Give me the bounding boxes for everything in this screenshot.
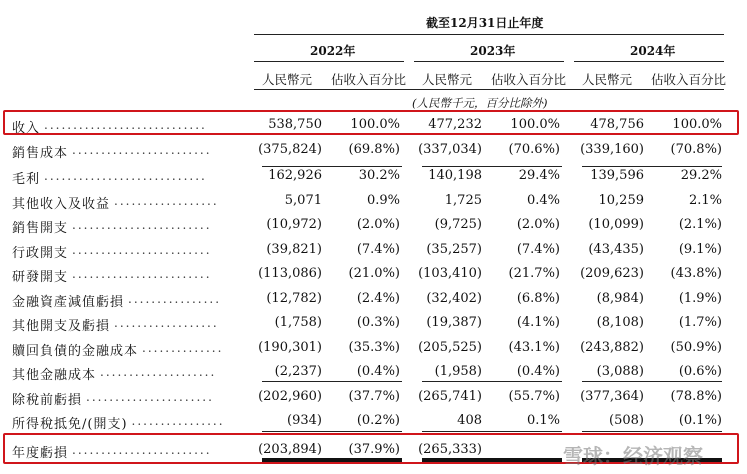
subtotal-rule bbox=[262, 381, 402, 382]
amount-cell: (190,301) bbox=[258, 340, 322, 355]
year-2023: 2023年 bbox=[470, 44, 516, 58]
amount-cell: (243,882) bbox=[580, 340, 644, 355]
dot-leader: ................ bbox=[131, 414, 225, 428]
year-rule-2023 bbox=[414, 61, 564, 62]
amount-cell: (39,821) bbox=[266, 242, 322, 257]
row-label: 所得稅抵免/(開支) bbox=[12, 417, 128, 432]
percent-cell: (0.6%) bbox=[678, 364, 722, 379]
amount-cell: (9,725) bbox=[434, 217, 482, 232]
percent-cell: (4.1%) bbox=[516, 315, 560, 330]
amount-cell: 538,750 bbox=[268, 117, 322, 132]
year-2024: 2024年 bbox=[630, 44, 676, 58]
amount-cell: (508) bbox=[609, 413, 644, 428]
subtotal-rule bbox=[582, 431, 722, 432]
row-label: 研發開支 bbox=[12, 270, 69, 285]
percent-cell: 2.1% bbox=[688, 193, 722, 208]
percent-cell: (50.9%) bbox=[670, 340, 722, 355]
dot-leader: .................. bbox=[114, 316, 219, 330]
dot-leader: ................ bbox=[128, 292, 222, 306]
col-header: 佔收入百分比 bbox=[491, 72, 567, 87]
subtotal-rule bbox=[422, 166, 562, 167]
amount-cell: 140,198 bbox=[428, 168, 482, 183]
dot-leader: .................. bbox=[114, 194, 219, 208]
row-label: 收入 bbox=[12, 121, 41, 136]
col-header: 人民幣元 bbox=[262, 72, 313, 87]
percent-cell: 30.2% bbox=[358, 168, 400, 183]
dot-leader: ........................ bbox=[72, 218, 212, 232]
col-header: 人民幣元 bbox=[582, 72, 633, 87]
dot-leader: .................... bbox=[100, 365, 217, 379]
row-label: 銷售開支 bbox=[12, 221, 69, 236]
amount-cell: 1,725 bbox=[444, 193, 482, 208]
period-title: 截至12月31日止年度 bbox=[426, 16, 544, 30]
unit-note: (人民幣千元，百分比除外) bbox=[412, 96, 548, 110]
colhdr-rule bbox=[254, 89, 724, 90]
amount-cell: (10,099) bbox=[588, 217, 644, 232]
amount-cell: (265,333) bbox=[418, 442, 482, 457]
percent-cell: 100.0% bbox=[350, 117, 400, 132]
amount-cell: (337,034) bbox=[418, 142, 482, 157]
amount-cell: 477,232 bbox=[428, 117, 482, 132]
row-label: 除稅前虧損 bbox=[12, 393, 83, 408]
percent-cell: (2.0%) bbox=[516, 217, 560, 232]
percent-cell: (1.9%) bbox=[678, 291, 722, 306]
percent-cell: (70.6%) bbox=[508, 142, 560, 157]
row-label: 贖回負債的金融成本 bbox=[12, 344, 139, 359]
dot-leader: .............. bbox=[142, 341, 224, 355]
percent-cell: (2.1%) bbox=[678, 217, 722, 232]
col-header: 佔收入百分比 bbox=[651, 72, 727, 87]
percent-cell: (7.4%) bbox=[356, 242, 400, 257]
percent-cell: 0.1% bbox=[526, 413, 560, 428]
percent-cell: 100.0% bbox=[510, 117, 560, 132]
amount-cell: 408 bbox=[457, 413, 482, 428]
amount-cell: 10,259 bbox=[598, 193, 644, 208]
amount-cell: (103,410) bbox=[418, 266, 482, 281]
percent-cell: (69.8%) bbox=[348, 142, 400, 157]
percent-cell: (0.2%) bbox=[356, 413, 400, 428]
watermark: 雪球：经济观察 bbox=[563, 444, 703, 468]
amount-cell: 162,926 bbox=[268, 168, 322, 183]
percent-cell: (21.0%) bbox=[348, 266, 400, 281]
dot-leader: ........................ bbox=[72, 443, 212, 457]
subtotal-rule bbox=[262, 166, 402, 167]
amount-cell: (209,623) bbox=[580, 266, 644, 281]
percent-cell: (78.8%) bbox=[670, 389, 722, 404]
subtotal-rule bbox=[582, 166, 722, 167]
row-label: 行政開支 bbox=[12, 246, 69, 261]
row-label: 金融資產減值虧損 bbox=[12, 295, 125, 310]
amount-cell: (8,984) bbox=[596, 291, 644, 306]
amount-cell: (12,782) bbox=[266, 291, 322, 306]
percent-cell: 29.2% bbox=[680, 168, 722, 183]
dot-leader: ........................ bbox=[72, 243, 212, 257]
amount-cell: (3,088) bbox=[596, 364, 644, 379]
percent-cell: (35.3%) bbox=[348, 340, 400, 355]
dot-leader: ...................... bbox=[86, 390, 214, 404]
amount-cell: (10,972) bbox=[266, 217, 322, 232]
year-rule-2024 bbox=[574, 61, 724, 62]
percent-cell: (0.4%) bbox=[516, 364, 560, 379]
percent-cell: (43.1%) bbox=[508, 340, 560, 355]
percent-cell: 100.0% bbox=[672, 117, 722, 132]
row-label: 其他開支及虧損 bbox=[12, 319, 111, 334]
amount-cell: (339,160) bbox=[580, 142, 644, 157]
subtotal-rule bbox=[422, 431, 562, 432]
row-label: 其他收入及收益 bbox=[12, 197, 111, 212]
amount-cell: (934) bbox=[287, 413, 322, 428]
percent-cell: (2.4%) bbox=[356, 291, 400, 306]
amount-cell: (377,364) bbox=[580, 389, 644, 404]
percent-cell: (21.7%) bbox=[508, 266, 560, 281]
amount-cell: (205,525) bbox=[418, 340, 482, 355]
subtotal-rule bbox=[422, 381, 562, 382]
revenue-highlight-box bbox=[3, 110, 739, 135]
amount-cell: (375,824) bbox=[258, 142, 322, 157]
percent-cell: (7.4%) bbox=[516, 242, 560, 257]
amount-cell: (265,741) bbox=[418, 389, 482, 404]
percent-cell: 29.4% bbox=[518, 168, 560, 183]
amount-cell: (202,960) bbox=[258, 389, 322, 404]
col-header: 人民幣元 bbox=[422, 72, 473, 87]
dot-leader: ........................ bbox=[72, 143, 212, 157]
percent-cell: (1.7%) bbox=[678, 315, 722, 330]
dot-leader: ............................ bbox=[44, 169, 207, 183]
percent-cell: (70.8%) bbox=[670, 142, 722, 157]
amount-cell: (32,402) bbox=[426, 291, 482, 306]
year-rule-2022 bbox=[254, 61, 404, 62]
percent-cell: (37.7%) bbox=[348, 389, 400, 404]
amount-cell: (19,387) bbox=[426, 315, 482, 330]
percent-cell: 0.9% bbox=[366, 193, 400, 208]
year-2022: 2022年 bbox=[310, 44, 356, 58]
amount-cell: (1,758) bbox=[274, 315, 322, 330]
col-header: 佔收入百分比 bbox=[331, 72, 407, 87]
row-label: 其他金融成本 bbox=[12, 368, 97, 383]
percent-cell: (0.1%) bbox=[678, 413, 722, 428]
dot-leader: ........................ bbox=[72, 267, 212, 281]
percent-cell: (37.9%) bbox=[348, 442, 400, 457]
subtotal-rule bbox=[582, 381, 722, 382]
percent-cell: (6.8%) bbox=[516, 291, 560, 306]
row-label: 銷售成本 bbox=[12, 146, 69, 161]
amount-cell: 139,596 bbox=[590, 168, 644, 183]
percent-cell: (43.8%) bbox=[670, 266, 722, 281]
amount-cell: (1,958) bbox=[434, 364, 482, 379]
percent-cell: 0.4% bbox=[526, 193, 560, 208]
percent-cell: (2.0%) bbox=[356, 217, 400, 232]
header-rule bbox=[254, 34, 724, 35]
percent-cell: (9.1%) bbox=[678, 242, 722, 257]
subtotal-rule bbox=[262, 431, 402, 432]
amount-cell: (203,894) bbox=[258, 442, 322, 457]
amount-cell: (43,435) bbox=[588, 242, 644, 257]
dot-leader: ............................ bbox=[44, 118, 207, 132]
percent-cell: (55.7%) bbox=[508, 389, 560, 404]
amount-cell: 5,071 bbox=[284, 193, 322, 208]
amount-cell: (35,257) bbox=[426, 242, 482, 257]
row-label: 年度虧損 bbox=[12, 446, 69, 461]
amount-cell: (8,108) bbox=[596, 315, 644, 330]
row-label: 毛利 bbox=[12, 172, 41, 187]
amount-cell: (2,237) bbox=[274, 364, 322, 379]
percent-cell: (0.4%) bbox=[356, 364, 400, 379]
amount-cell: (113,086) bbox=[258, 266, 322, 281]
percent-cell: (0.3%) bbox=[356, 315, 400, 330]
amount-cell: 478,756 bbox=[590, 117, 644, 132]
